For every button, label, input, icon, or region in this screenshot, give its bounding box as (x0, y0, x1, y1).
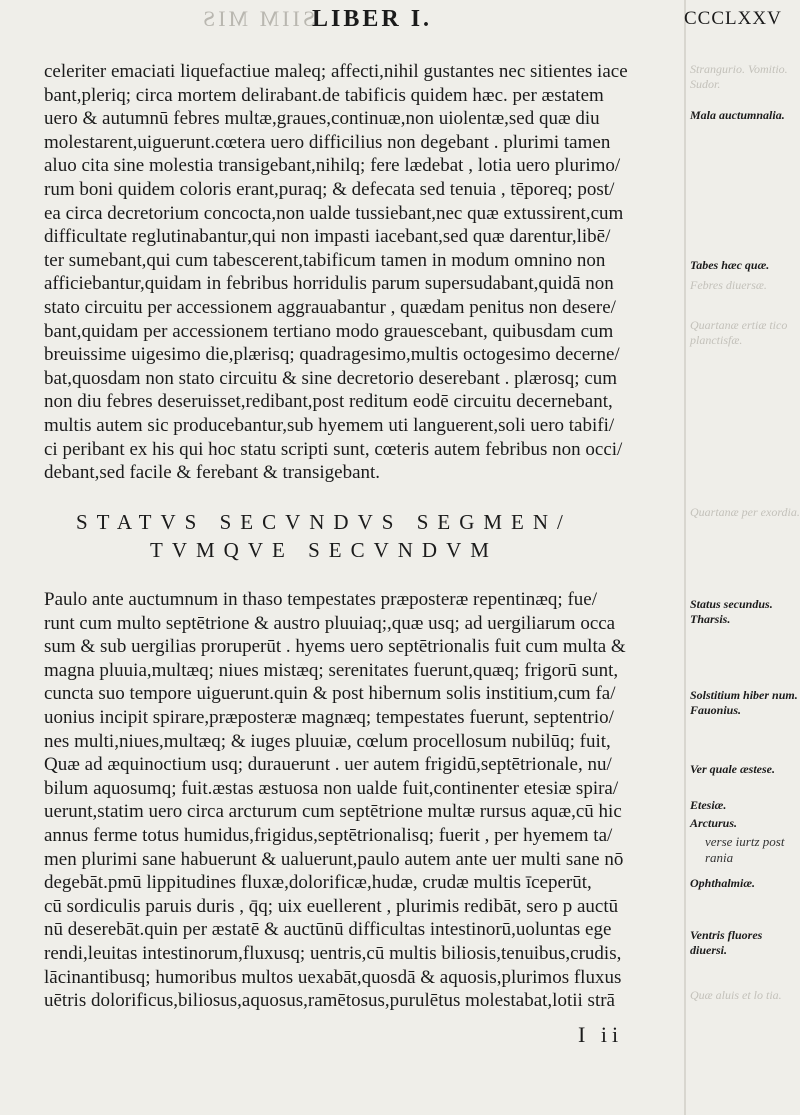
text-line: uero & autumnū febres multæ,graues,continuæ,non uiolentæ,sed quæ diu (44, 108, 600, 130)
ghost-margin-note: Strangurio. Vomitio. Sudor. (690, 62, 788, 91)
text-line: degebāt.pmū lippitudines fluxæ,dolorificæ,hudæ, crudæ multis īceperūt, (44, 872, 592, 894)
text-line: ter sumebant,qui cum tabescerent,tabificum tamen in modum omnino non (44, 249, 606, 271)
text-line: magna pluuia,multæq; niues mistæq; serenitates fuerunt,quæq; frigorū sunt, (44, 659, 619, 681)
text-line: debant,sed facile & ferebant & transigebant. (44, 462, 381, 484)
text-line: ci peribant ex his qui hoc statu scripti sunt, cœteris autem febribus non occi/ (44, 438, 623, 460)
text-line: nū deserebāt.quin per æstatē & auctūnū difficultas intestinorū,uoluntas ege (44, 919, 612, 941)
text-line: aluo cita sine molestia transigebant,nihilq; fere lædebat , lotia uero plurimo/ (44, 155, 621, 177)
text-line: nes multi,niues,multæq; & iuges pluuiæ, cœlum procellosum nubilūq; fuit, (44, 730, 611, 752)
text-line: molestarent,uiguerunt.cœtera uero difficilius non degebant . plurimi tamen (44, 131, 611, 153)
margin-note-status: Status secundus. Tharsis. (690, 597, 773, 626)
text-line: uonius incipit spirare,præposteræ magnæq; tempestates fuerunt, septentrio/ (44, 706, 614, 728)
margin-note-solstitium: Solstitium hiber num. Fauonius. (690, 688, 798, 717)
text-line: Quæ ad æquinoctium usq; durauerunt . uer autem frigidū,septētrionale, nu/ (44, 754, 612, 776)
text-line: sum & sub uergilias proruperūt . hyems uero septētrionalis fuit cum multa & (44, 636, 626, 658)
section-heading-line-1: STATVS SECVNDVS SEGMEN/ (76, 510, 572, 534)
margin-note-etesia: Etesiæ. (690, 798, 727, 812)
text-line: difficultate reglutinabantur,qui non impasti iacebant,sed quæ darentur,libē/ (44, 226, 611, 248)
text-line: runt cum multo septētrione & austro pluuiaq;,quæ usq; ad uergiliarum occa (44, 612, 616, 634)
ghost-margin-note: Quartanæ per exordia. (690, 505, 800, 519)
text-line: lācinantibusq; humoribus multos uexabāt,quosdā & aquosis,plurimos fluxus (44, 966, 622, 988)
text-line: non diu febres deseruisset,redibant,post reditum eodē circuitu decernebant, (44, 391, 613, 413)
text-line: men plurimi sane habuerunt & ualuerunt,paulo autem ante uer multi sane nō (44, 848, 624, 870)
signature-mark: I ii (578, 1022, 624, 1047)
text-line: stato circuitu per accessionem aggrauabantur , quædam penitus non desere/ (44, 296, 616, 318)
margin-note-ophthalmia: Ophthalmiæ. (690, 876, 756, 890)
text-line: celeriter emaciati liquefactiue maleq; affecti,nihil gustantes nec sitientes iace (44, 61, 628, 82)
text-line: ea circa decretorium concocta,non ualde tussiebant,nec quæ extussirent,cum (44, 202, 624, 224)
text-line: cuncta suo tempore uiguerunt.quin & post hibernum solis institium,cum fa/ (44, 683, 616, 705)
running-head-title: LIBER I. (312, 6, 433, 32)
section-heading-line-2: TVMQVE SECVNDVM (150, 538, 498, 562)
margin-note-mala: Mala auctumnalia. (690, 108, 785, 122)
folio-number: CCCLXXV (684, 8, 782, 29)
ghost-margin-note: Quartanæ ertiæ tico planctisfæ. (690, 318, 788, 347)
text-line: cū sordiculis paruis duris , q̄q; uix euellerent , plurimis redibāt, sero p auctū (44, 895, 619, 917)
text-line: Paulo ante auctumnum in thaso tempestates præposteræ repentinæq; fue/ (44, 589, 597, 610)
text-line: rendi,leuitas intestinorum,fluxusq; uentris,cū multis biliosis,tenuibus,crudis, (44, 942, 622, 964)
text-line: bant,pleriq; circa mortem delirabant.de tabificis quidem hæc. per æstatem (44, 84, 604, 106)
text-line: afficiebantur,quidam in febribus horridulis parum supersudabant,quidā non (44, 273, 614, 295)
text-line: multis autem sic producebantur,sub hyemem uti languerent,soli uero tabifi/ (44, 414, 615, 436)
text-line: bant,quidam per accessionem tertiano modo grauescebant, quibusdam cum (44, 320, 614, 342)
margin-note-ventris: Ventris fluores diuersi. (690, 928, 763, 957)
bleed-through-header: SIIM MIS (200, 6, 316, 31)
main-text-block-1 (44, 60, 684, 485)
margin-note-arcturus: Arcturus. (690, 816, 738, 830)
text-line: uerunt,statim uero circa arcturum cum septētrione multæ rursus aquæ,cū hic (44, 801, 622, 823)
margin-note-tabes: Tabes hæc quæ. (690, 258, 770, 272)
text-line: rum boni quidem coloris erant,puraq; & defecata sed tenuia , tēporeq; post/ (44, 178, 615, 200)
ghost-margin-note: Quæ aluis et lo tia. (690, 988, 782, 1002)
handwritten-annotation: verse iurtz post rania (705, 834, 785, 865)
text-line: breuissime uigesimo die,plærisq; quadragesimo,multis octogesimo decerne/ (44, 344, 620, 366)
ghost-margin-note: Febres diuersæ. (690, 278, 767, 292)
text-line: annus ferme totus humidus,frigidus,septētrionalisq; fuerit , per hyemem ta/ (44, 824, 613, 846)
margin-note-ver: Ver quale æstese. (690, 762, 775, 776)
main-text-block-2 (44, 588, 684, 1013)
text-line: bilum aquosumq; fuit.æstas æstuosa non ualde fuit,continenter etesiæ spira/ (44, 777, 619, 799)
text-line: bat,quosdam non stato circuitu & sine decretorio deserebant . plærosq; cum (44, 367, 618, 389)
text-line: uētris dolorificus,biliosus,aquosus,ramētosus,purulētus molestabat,lotii strā (44, 990, 615, 1012)
